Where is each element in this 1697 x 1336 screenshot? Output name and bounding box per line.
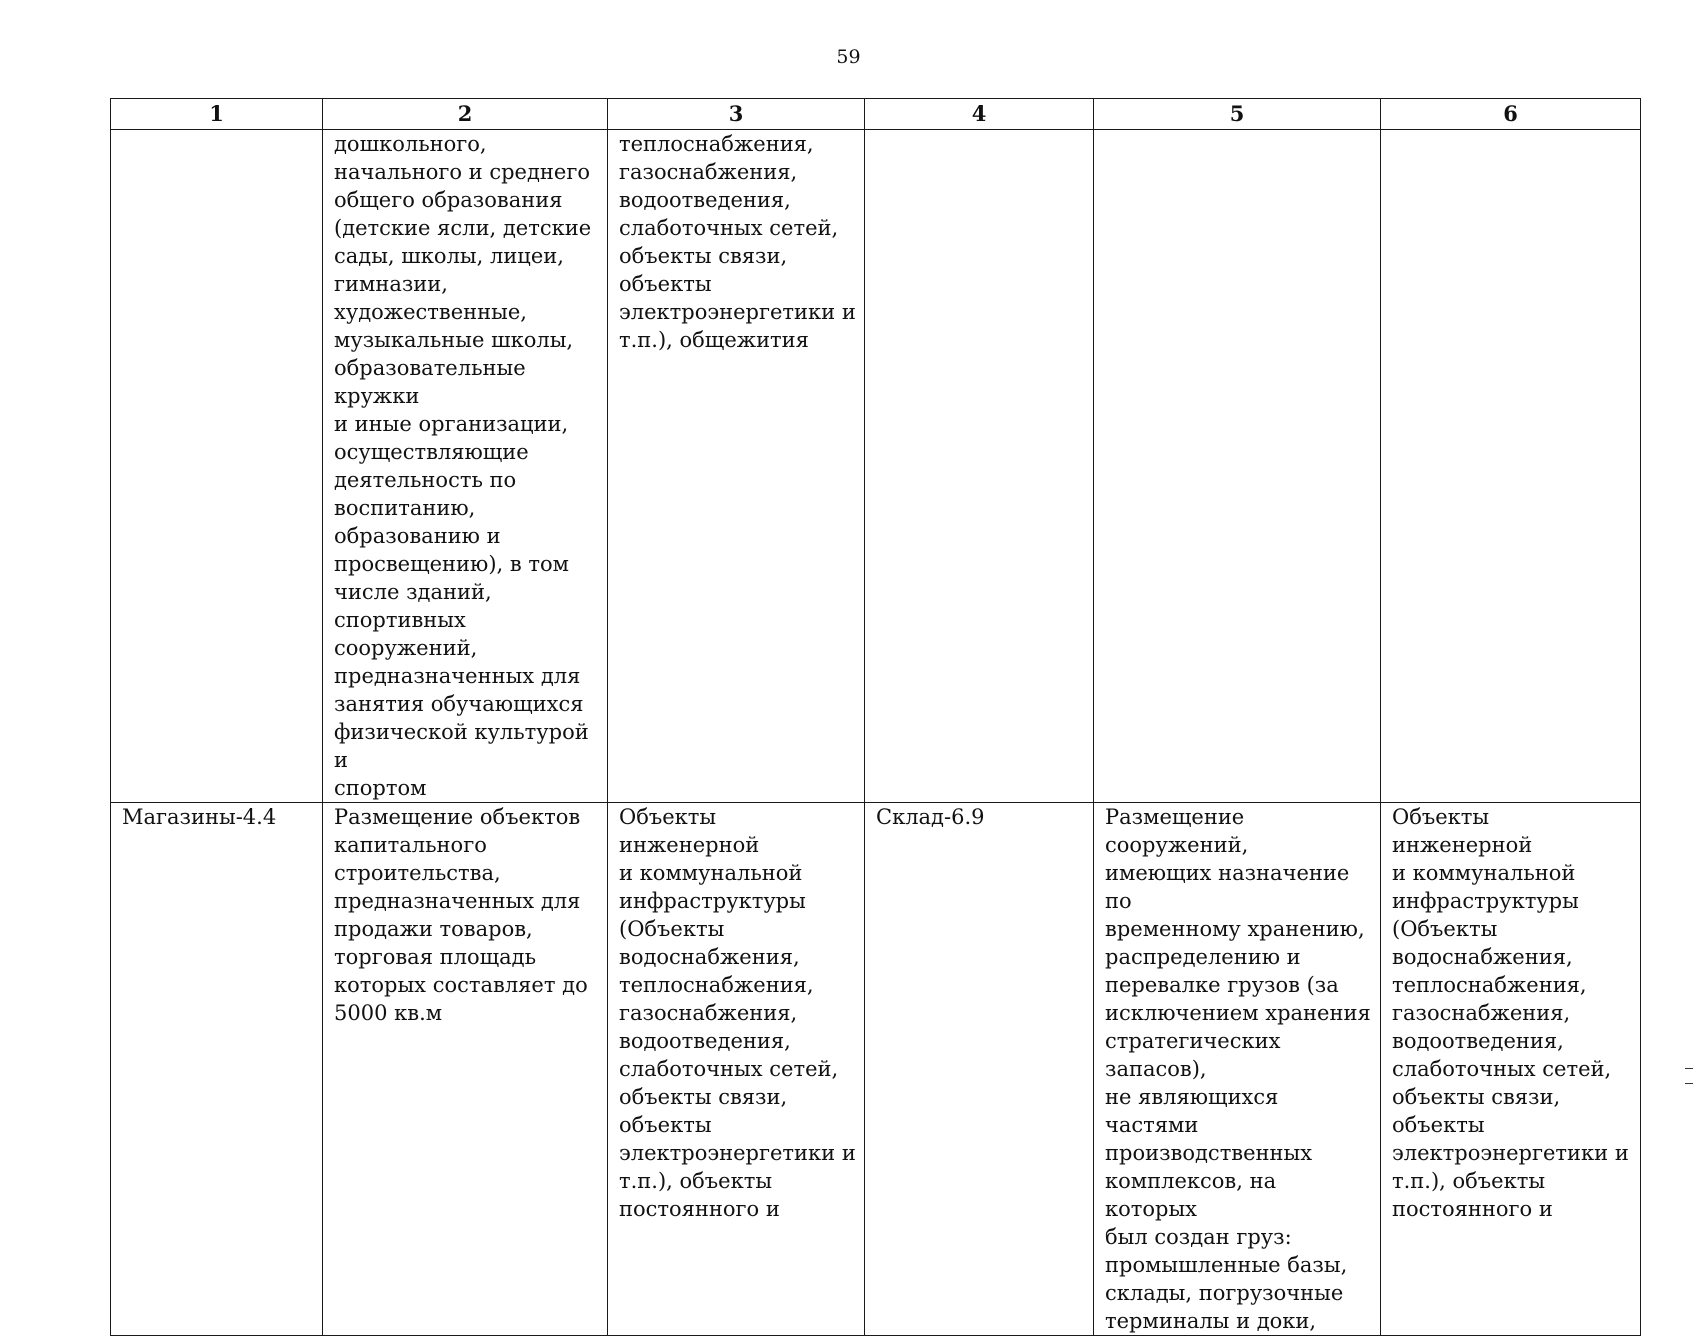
cell-text: Размещение объектов капитального строительства, предназначенных для продажи товаров, торговая площадь которых составляет до 5000 кв.м xyxy=(334,805,588,1025)
table-cell xyxy=(111,130,323,803)
table-cell xyxy=(608,130,865,803)
column-header-6: 6 xyxy=(1381,99,1641,130)
table-cell xyxy=(1381,803,1641,1336)
table-cell xyxy=(323,130,608,803)
land-use-table xyxy=(110,98,1641,1336)
table-cell xyxy=(865,803,1094,1336)
margin-mark xyxy=(1685,1068,1693,1084)
page-number: 59 xyxy=(836,46,861,68)
cell-text: теплоснабжения, газоснабжения, водоотведения, слаботочных сетей, объекты связи, объекты электроэнергетики и т.п.), общежития xyxy=(619,132,856,352)
cell-text: Объекты инженерной и коммунальной инфраструктуры (Объекты водоснабжения, теплоснабжения, газоснабжения, водоотведения, слаботочных сетей, объекты связи, объекты электроэнергетики и т.п.), объекты постоянного и xyxy=(619,805,856,1221)
column-header-5: 5 xyxy=(1094,99,1381,130)
cell-text: Магазины-4.4 xyxy=(122,805,277,829)
table-cell xyxy=(1094,803,1381,1336)
cell-text: Размещение сооружений, имеющих назначение по временному хранению, распределению и перевалке грузов (за исключением хранения стратегических запасов), не являющихся частями производственных комплексов, на которых был создан груз: промышленные базы, склады, погрузочные терминалы и доки, xyxy=(1105,805,1371,1333)
table-cell xyxy=(1381,130,1641,803)
column-header-4: 4 xyxy=(865,99,1094,130)
column-header-2: 2 xyxy=(323,99,608,130)
table-cell xyxy=(111,803,323,1336)
table-cell xyxy=(1094,130,1381,803)
table-header-row xyxy=(111,99,1641,130)
table-cell xyxy=(865,130,1094,803)
cell-text: Склад-6.9 xyxy=(876,805,985,829)
table-row xyxy=(111,803,1641,1336)
table-cell xyxy=(608,803,865,1336)
column-header-3: 3 xyxy=(608,99,865,130)
cell-text: дошкольного, начального и среднего общего образования (детские ясли, детские сады, школы, лицеи, гимназии, художественные, музыкальные школы, образовательные кружки и иные организации, осуществляющие деятельность по воспитанию, образованию и просвещению), в том числе зданий, спортивных сооружений, предназначенных для занятия обучающихся физической культурой и спортом xyxy=(334,132,592,800)
column-header-1: 1 xyxy=(111,99,323,130)
cell-text: Объекты инженерной и коммунальной инфраструктуры (Объекты водоснабжения, теплоснабжения, газоснабжения, водоотведения, слаботочных сетей, объекты связи, объекты электроэнергетики и т.п.), объекты постоянного и xyxy=(1392,805,1629,1221)
table-row xyxy=(111,130,1641,803)
table-cell xyxy=(323,803,608,1336)
